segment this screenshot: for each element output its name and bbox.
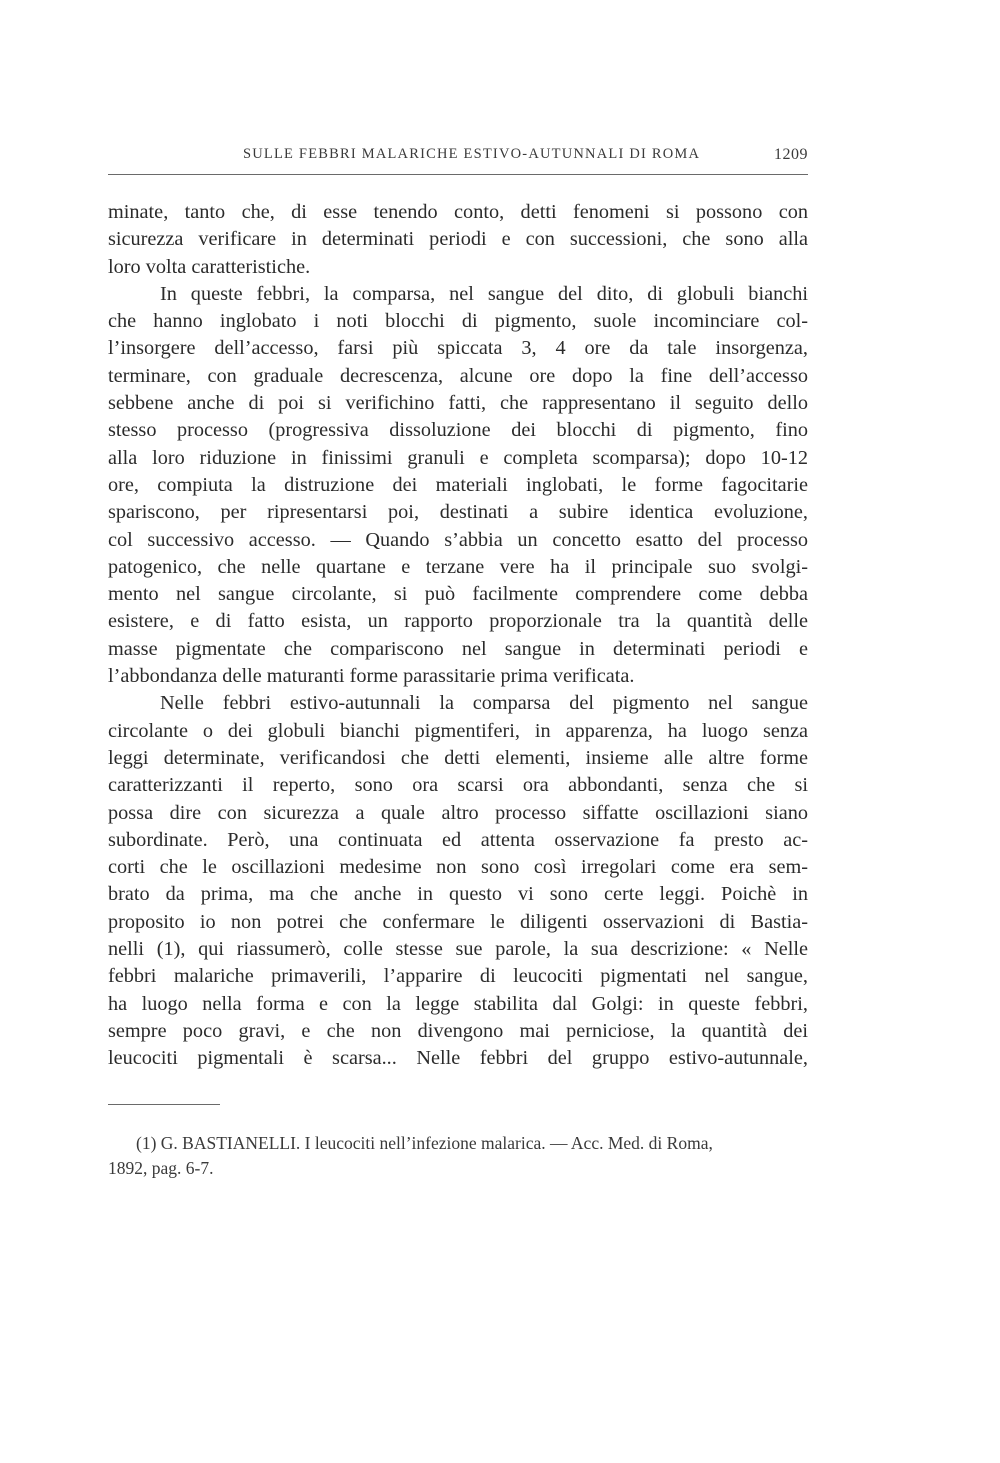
text-line: mento nel sangue circolante, si può facilmente comprendere come debba xyxy=(108,583,808,606)
text-line: caratterizzanti il reperto, sono ora scarsi ora abbondanti, senza che si xyxy=(108,774,808,797)
text-line: patogenico, che nelle quartane e terzane vere ha il principale suo svolgi- xyxy=(108,555,808,578)
text-line: proposito io non potrei che confermare le diligenti osservazioni di Bastia- xyxy=(108,910,808,933)
text-line: l’insorgere dell’accesso, farsi più spiccata 3, 4 ore da tale insorgenza, xyxy=(108,337,808,360)
text-line: stesso processo (progressiva dissoluzione dei blocchi di pigmento, fino xyxy=(108,419,808,442)
footnote-rule xyxy=(108,1104,220,1105)
text-line: spariscono, per ripresentarsi poi, destinati a subire identica evoluzione, xyxy=(108,501,808,524)
footnote-line xyxy=(108,1131,808,1156)
header-rule xyxy=(108,174,808,175)
footnotes xyxy=(108,1131,808,1181)
running-title: SULLE FEBBRI MALARICHE ESTIVO-AUTUNNALI DI ROMA xyxy=(243,146,701,162)
text-line: esistere, e di fatto esista, un rapporto proporzionale tra la quantità delle xyxy=(108,610,808,633)
text-line: sebbene anche di poi si verifichino fatti, che rappresentano il seguito dello xyxy=(108,392,808,415)
text-line: brato da prima, ma che anche in questo vi sono certe leggi. Poichè in xyxy=(108,883,808,906)
text-line: corti che le oscillazioni medesime non sono così irregolari come era sem- xyxy=(108,856,808,879)
paragraph-start-line: In queste febbri, la comparsa, nel sangue del dito, di globuli bianchi xyxy=(160,282,808,305)
footnote-text: G. BASTIANELLI. I leucociti nell’infezione malarica. — Acc. Med. di Roma, xyxy=(160,1133,713,1153)
text-line: minate, tanto che, di esse tenendo conto, detti fenomeni si possono con xyxy=(108,201,808,223)
text-line: l’abbondanza delle maturanti forme parassitarie prima verificata. xyxy=(108,665,635,688)
footnote-marker: (1) xyxy=(136,1133,157,1153)
text-line: sempre poco gravi, e che non divengono mai perniciose, la quantità dei xyxy=(108,1019,808,1042)
paragraph-start-line: Nelle febbri estivo-autunnali la comparsa del pigmento nel sangue xyxy=(160,692,808,715)
footnote-line: 1892, pag. 6-7. xyxy=(108,1158,214,1178)
text-line: leggi determinate, verificandosi che detti elementi, insieme alle altre forme xyxy=(108,746,808,769)
text-line: masse pigmentate che compariscono nel sangue in determinati periodi e xyxy=(108,637,808,660)
text-line: sicurezza verificare in determinati periodi e con successioni, che sono alla xyxy=(108,228,808,251)
text-line: possa dire con sicurezza a quale altro processo siffatte oscillazioni siano xyxy=(108,801,808,824)
text-line: col successivo accesso. — Quando s’abbia un concetto esatto del processo xyxy=(108,528,808,551)
text-line: subordinate. Però, una continuata ed attenta osservazione fa presto ac- xyxy=(108,828,808,851)
text-line: circolante o dei globuli bianchi pigmentiferi, in apparenza, ha luogo senza xyxy=(108,719,808,742)
body-text xyxy=(108,199,808,1073)
page-number: 1209 xyxy=(774,146,808,163)
text-line: che hanno inglobato i noti blocchi di pigmento, suole incominciare col- xyxy=(108,310,808,333)
text-line: ha luogo nella forma e con la legge stabilita dal Golgi: in queste febbri, xyxy=(108,992,808,1015)
text-line: ore, compiuta la distruzione dei materiali inglobati, le forme fagocitarie xyxy=(108,473,808,496)
text-line: terminare, con graduale decrescenza, alcune ore dopo la fine dell’accesso xyxy=(108,364,808,387)
text-line: nelli (1), qui riassumerò, colle stesse sue parole, la sua descrizione: « Nelle xyxy=(108,938,808,961)
text-line: leucociti pigmentali è scarsa... Nelle febbri del gruppo estivo-autunnale, xyxy=(108,1047,808,1070)
text-line: loro volta caratteristiche. xyxy=(108,255,311,278)
text-line: febbri malariche primaverili, l’apparire di leucociti pigmentati nel sangue, xyxy=(108,965,808,988)
text-line: alla loro riduzione in finissimi granuli e completa scomparsa); dopo 10-12 xyxy=(108,446,808,469)
